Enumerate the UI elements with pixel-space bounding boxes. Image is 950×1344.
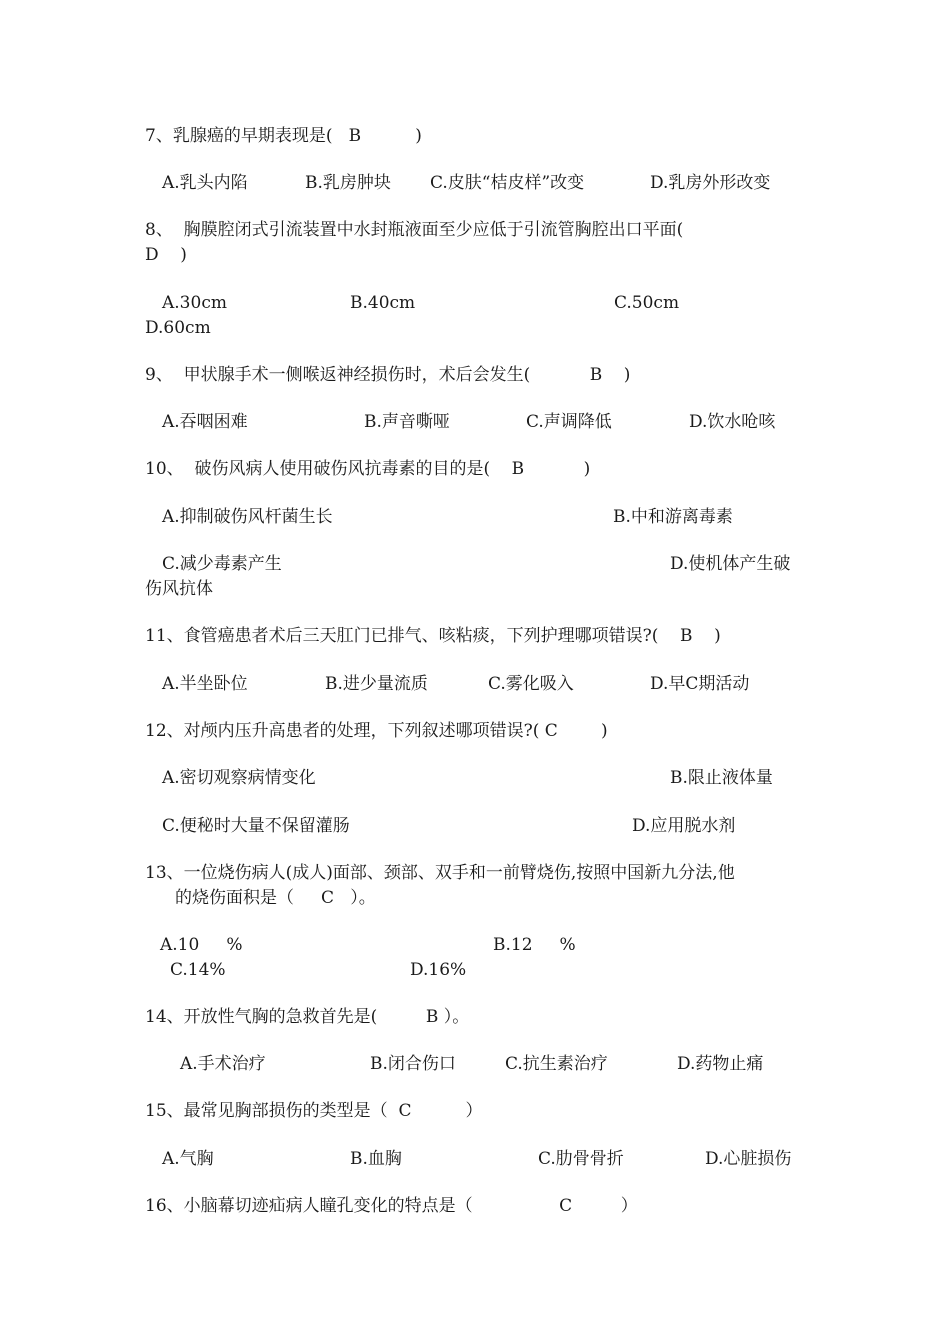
question-11-option-b: B.进少量流质 <box>325 674 428 694</box>
question-13-option-b: B.12 % <box>493 935 576 955</box>
question-9-option-c: C.声调降低 <box>526 412 612 432</box>
question-14-option-b: B.闭合伤口 <box>370 1054 456 1074</box>
question-14-option-c: C.抗生素治疗 <box>505 1054 608 1074</box>
question-9-option-d: D.饮水呛咳 <box>689 412 776 432</box>
question-10-option-b: B.中和游离毒素 <box>613 507 733 527</box>
question-15-option-b: B.血胸 <box>350 1149 402 1169</box>
question-10-option-c: C.减少毒素产生 <box>162 554 282 574</box>
question-15-option-c: C.肋骨骨折 <box>538 1149 624 1169</box>
question-13-option-c: C.14% <box>170 960 226 980</box>
question-14-option-d: D.药物止痛 <box>677 1054 764 1074</box>
question-12-option-b: B.限止液体量 <box>670 768 773 788</box>
question-10-option-d-continuation: 伤风抗体 <box>145 579 213 599</box>
question-8-stem: 8、 胸膜腔闭式引流装置中水封瓶液面至少应低于引流管胸腔出口平面( <box>145 220 684 240</box>
question-13-stem-continuation: 的烧伤面积是（ C ）。 <box>175 888 376 908</box>
question-7-option-a: A.乳头内陷 <box>162 173 248 193</box>
question-11-option-c: C.雾化吸入 <box>488 674 574 694</box>
question-8-option-b: B.40cm <box>350 293 416 313</box>
question-10-option-a: A.抑制破伤风杆菌生长 <box>162 507 333 527</box>
question-9-option-b: B.声音嘶哑 <box>364 412 450 432</box>
question-12-option-c: C.便秘时大量不保留灌肠 <box>162 816 350 836</box>
question-7-option-b: B.乳房肿块 <box>305 173 391 193</box>
question-11-stem: 11、食管癌患者术后三天肛门已排气、咳粘痰，下列护理哪项错误?( B ) <box>145 626 721 646</box>
question-14-option-a: A.手术治疗 <box>180 1054 266 1074</box>
question-14-stem: 14、开放性气胸的急救首先是( B ）。 <box>145 1007 470 1027</box>
question-10-option-d: D.使机体产生破 <box>670 554 791 574</box>
question-16-stem: 16、小脑幕切迹疝病人瞳孔变化的特点是（ C ） <box>145 1196 638 1216</box>
question-8-option-a: A.30cm <box>162 293 227 313</box>
question-7-option-c: C.皮肤“桔皮样”改变 <box>430 173 585 193</box>
question-15-stem: 15、最常见胸部损伤的类型是（ C ） <box>145 1101 483 1121</box>
question-13-stem: 13、一位烧伤病人(成人)面部、颈部、双手和一前臂烧伤,按照中国新九分法,他 <box>145 863 735 883</box>
question-15-option-d: D.心脏损伤 <box>705 1149 792 1169</box>
question-12-option-d: D.应用脱水剂 <box>632 816 736 836</box>
question-15-option-a: A.气胸 <box>162 1149 214 1169</box>
question-12-stem: 12、对颅内压升高患者的处理，下列叙述哪项错误?( C ) <box>145 721 608 741</box>
question-7-stem: 7、乳腺癌的早期表现是( B ) <box>145 126 422 146</box>
question-8-option-c: C.50cm <box>614 293 680 313</box>
question-8-stem-continuation: D ) <box>145 245 187 265</box>
question-12-option-a: A.密切观察病情变化 <box>162 768 316 788</box>
question-9-option-a: A.吞咽困难 <box>162 412 248 432</box>
question-11-option-d: D.早C期活动 <box>650 674 750 694</box>
question-13-option-d: D.16% <box>410 960 467 980</box>
question-13-option-a: A.10 % <box>160 935 243 955</box>
question-11-option-a: A.半坐卧位 <box>162 674 248 694</box>
question-8-option-d: D.60cm <box>145 318 211 338</box>
question-7-option-d: D.乳房外形改变 <box>650 173 771 193</box>
question-10-stem: 10、 破伤风病人使用破伤风抗毒素的目的是( B ) <box>145 459 591 479</box>
question-9-stem: 9、 甲状腺手术一侧喉返神经损伤时，术后会发生( B ) <box>145 365 631 385</box>
